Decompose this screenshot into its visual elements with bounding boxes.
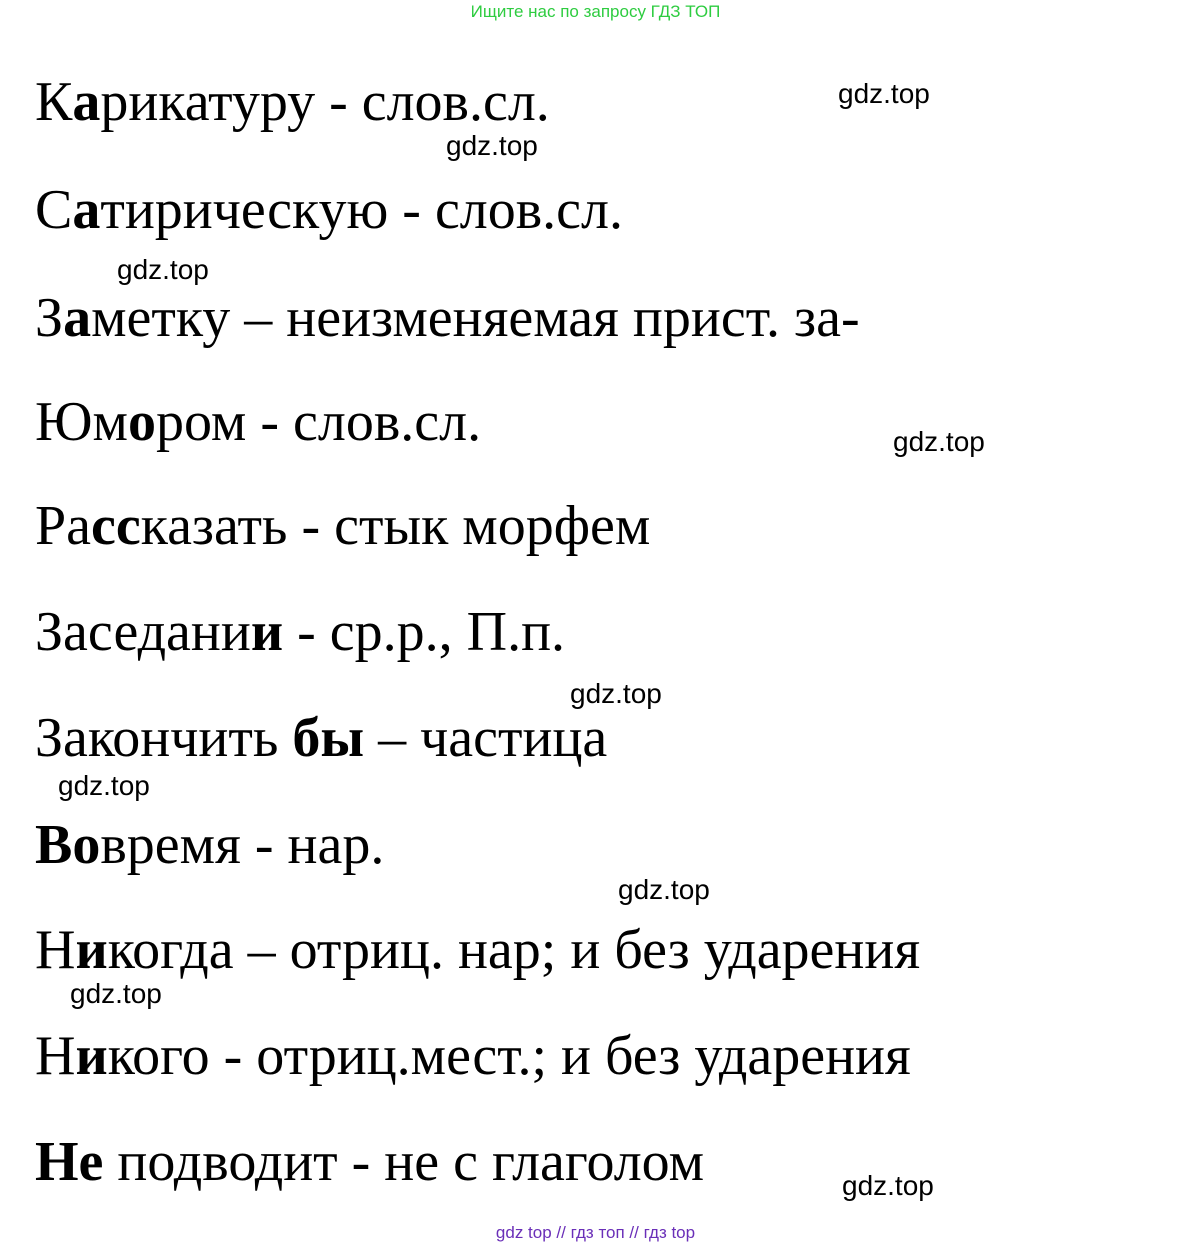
line-post: казать - стык морфем <box>140 495 651 557</box>
watermark-text: gdz.top <box>70 978 162 1009</box>
line-pre: Н <box>35 1025 76 1087</box>
answer-line-2 <box>35 178 623 242</box>
line-pre: Н <box>35 919 76 981</box>
line-highlight: сс <box>91 495 141 557</box>
answer-line-7 <box>35 706 607 770</box>
line-highlight: бы <box>292 707 365 769</box>
watermark-text: gdz.top <box>446 130 538 161</box>
line-highlight: а <box>72 71 101 133</box>
footer-banner: gdz top // гдз топ // гдз top <box>495 1223 696 1242</box>
line-pre: С <box>35 179 73 241</box>
answer-line-8 <box>35 813 384 877</box>
line-post: время - нар. <box>100 814 385 876</box>
line-highlight: и <box>250 601 284 663</box>
line-highlight: Во <box>35 814 101 876</box>
line-highlight: Не <box>35 1131 104 1193</box>
watermark-text: gdz.top <box>842 1170 934 1201</box>
watermark-text: gdz.top <box>58 770 150 801</box>
answer-line-6 <box>35 600 565 664</box>
header-banner: Ищите нас по запросу ГДЗ ТОП <box>470 2 721 21</box>
watermark-text: gdz.top <box>618 874 710 905</box>
watermark-text: gdz.top <box>570 678 662 709</box>
answer-line-5 <box>35 494 650 558</box>
line-post: метку – неизменяемая прист. за- <box>91 287 860 349</box>
answer-line-11 <box>35 1130 704 1194</box>
watermark-text: gdz.top <box>117 254 209 285</box>
line-post: когда – отриц. нар; и без ударения <box>107 919 921 981</box>
answer-line-9 <box>35 918 920 982</box>
line-pre: Юм <box>35 391 128 453</box>
line-highlight: и <box>75 1025 108 1087</box>
line-pre: З <box>35 287 64 349</box>
line-post: – частица <box>364 707 608 769</box>
watermark-text: gdz.top <box>893 426 985 457</box>
line-post: - ср.р., П.п. <box>283 601 566 663</box>
line-highlight: а <box>63 287 92 349</box>
line-highlight: и <box>75 919 108 981</box>
line-pre: Ра <box>35 495 91 557</box>
line-post: рикатуру - слов.сл. <box>100 71 550 133</box>
line-post: кого - отриц.мест.; и без ударения <box>107 1025 911 1087</box>
line-pre: Закончить <box>35 707 293 769</box>
answer-line-4 <box>35 390 481 454</box>
line-pre: К <box>35 71 73 133</box>
line-post: подводит - не с глаголом <box>103 1131 705 1193</box>
line-pre: Заседани <box>35 601 251 663</box>
answer-line-10 <box>35 1024 911 1088</box>
line-highlight: а <box>72 179 101 241</box>
answer-line-1 <box>35 70 550 134</box>
answer-line-3 <box>35 286 860 350</box>
watermark-text: gdz.top <box>838 78 930 109</box>
line-highlight: о <box>128 391 156 453</box>
line-post: ром - слов.сл. <box>156 391 482 453</box>
line-post: тирическую - слов.сл. <box>100 179 623 241</box>
